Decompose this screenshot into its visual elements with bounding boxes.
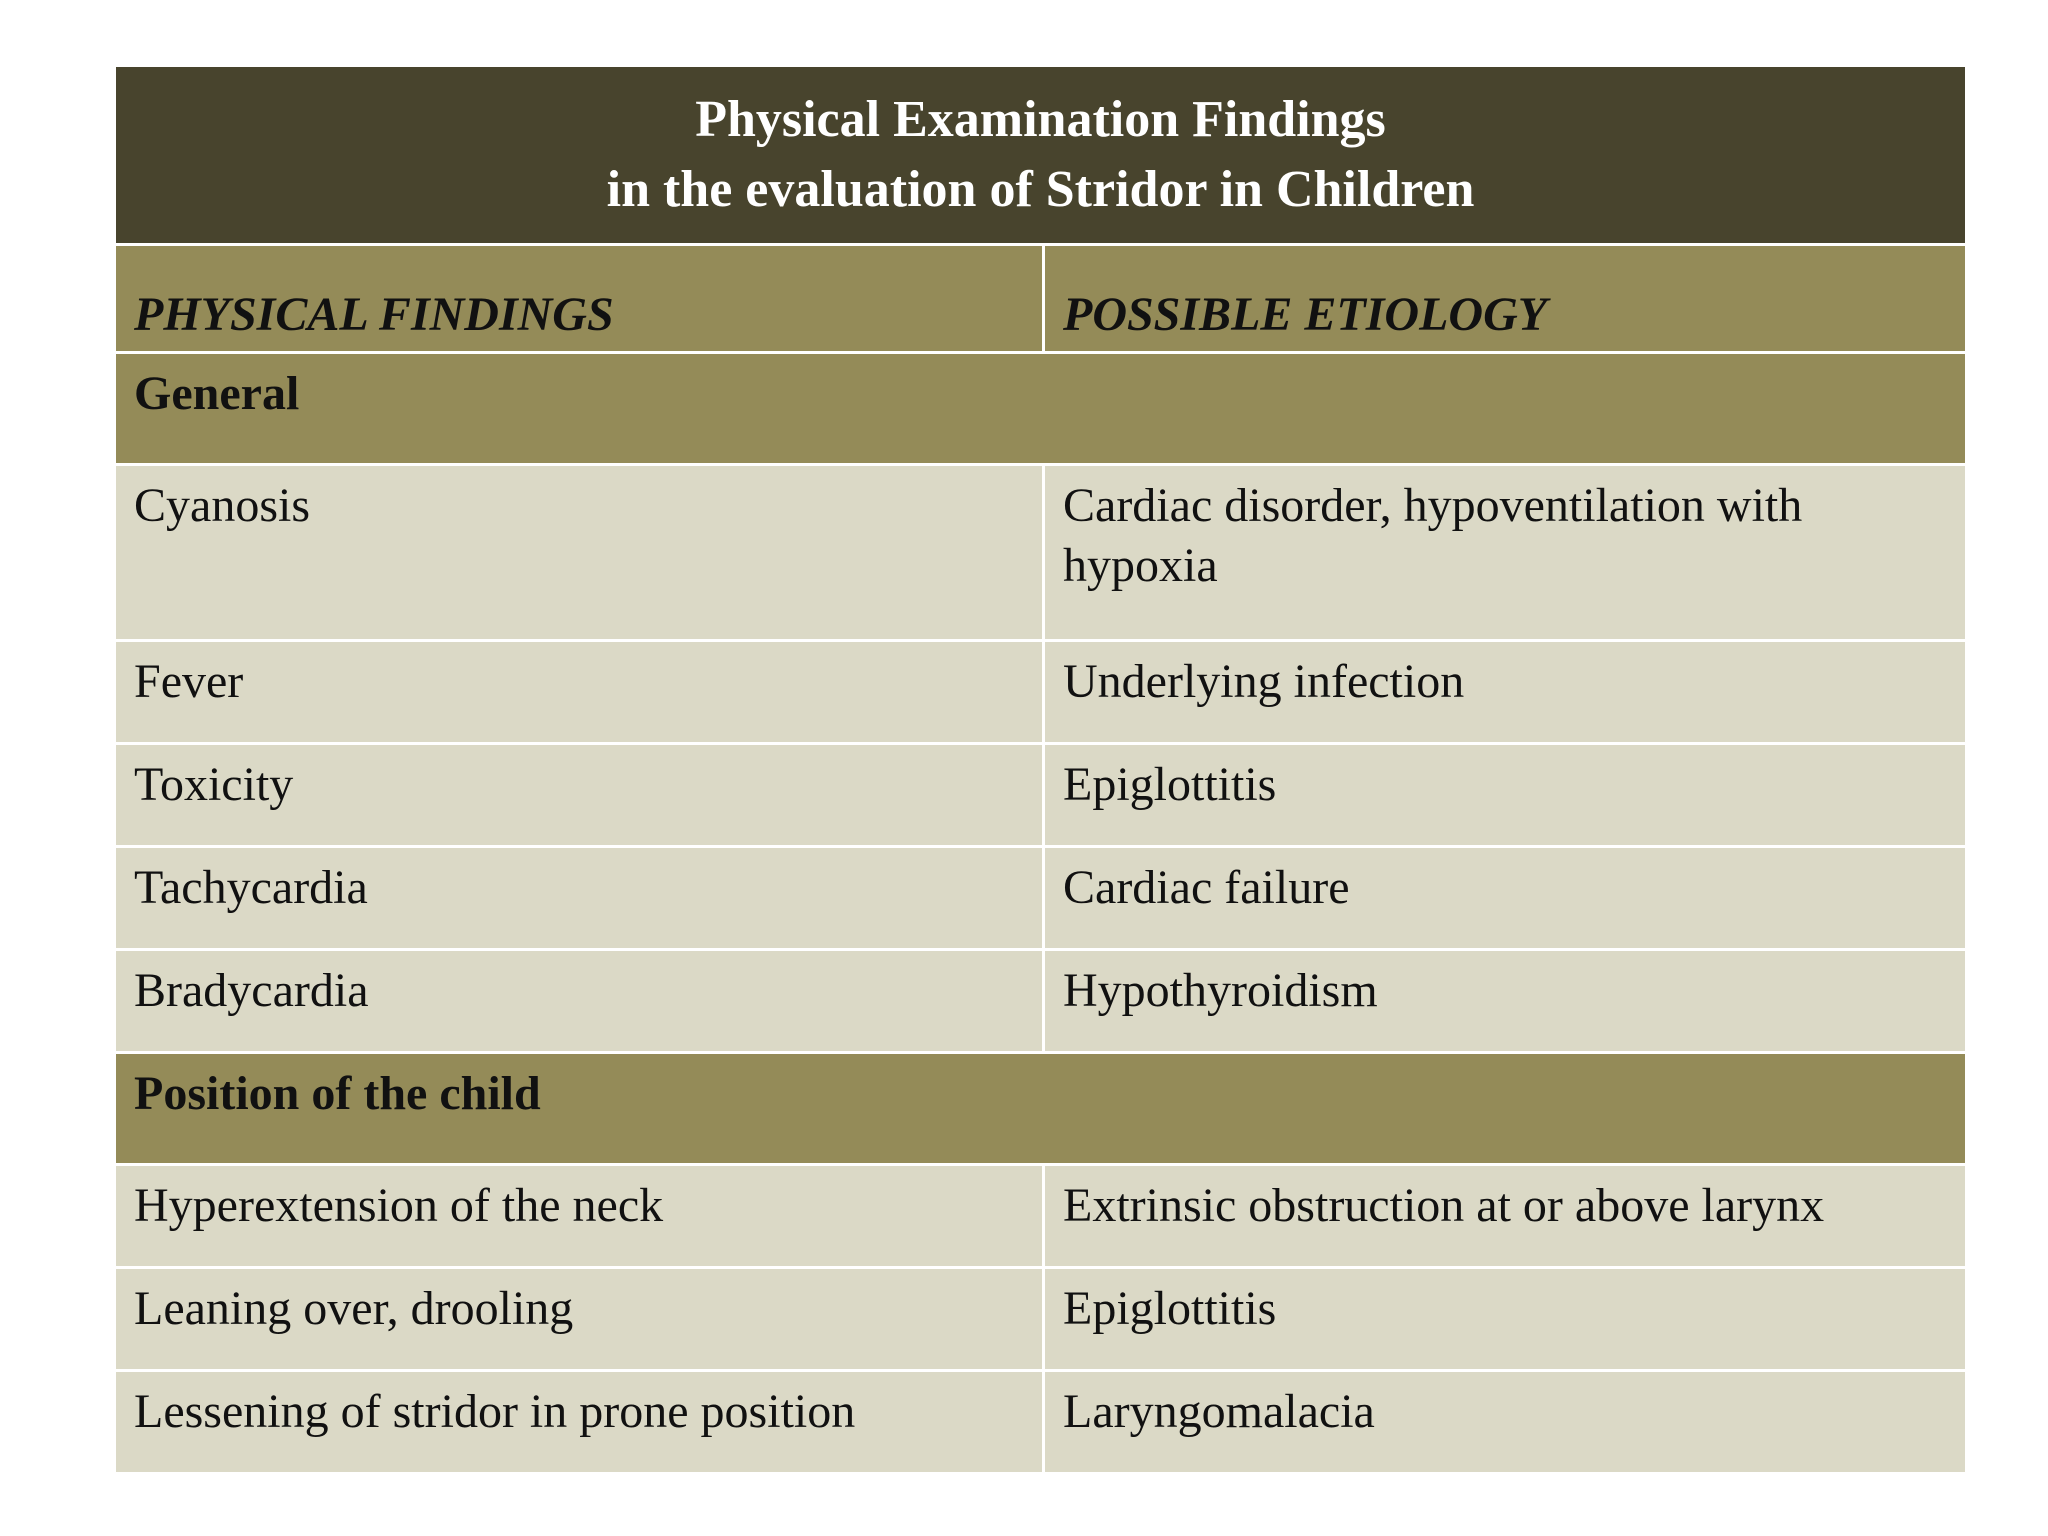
title-line-1: Physical Examination Findings (695, 91, 1386, 148)
table-row (115, 641, 1967, 744)
finding-cell: Fever (115, 641, 1044, 744)
section-label: General (115, 353, 1967, 465)
finding-cell: Cyanosis (115, 465, 1044, 641)
section-label: Position of the child (115, 1053, 1967, 1165)
column-header-findings: PHYSICAL FINDINGS (115, 245, 1044, 353)
finding-cell: Hyperextension of the neck (115, 1165, 1044, 1268)
etiology-cell: Extrinsic obstruction at or above larynx (1044, 1165, 1967, 1268)
finding-cell: Tachycardia (115, 847, 1044, 950)
etiology-cell: Epiglottitis (1044, 1268, 1967, 1371)
finding-cell: Toxicity (115, 744, 1044, 847)
etiology-cell: Hypothyroidism (1044, 950, 1967, 1053)
etiology-cell: Cardiac failure (1044, 847, 1967, 950)
finding-cell: Leaning over, drooling (115, 1268, 1044, 1371)
table-title (115, 66, 1967, 245)
table-row (115, 950, 1967, 1053)
table-row (115, 847, 1967, 950)
table-row (115, 1268, 1967, 1371)
section-row-general (115, 353, 1967, 465)
etiology-cell: Epiglottitis (1044, 744, 1967, 847)
table-row (115, 1371, 1967, 1474)
finding-cell: Lessening of stridor in prone position (115, 1371, 1044, 1474)
finding-cell: Bradycardia (115, 950, 1044, 1053)
etiology-cell: Underlying infection (1044, 641, 1967, 744)
column-header-etiology: POSSIBLE ETIOLOGY (1044, 245, 1967, 353)
table-row (115, 1165, 1967, 1268)
title-line-2: in the evaluation of Stridor in Children (606, 161, 1475, 218)
column-header-row (115, 245, 1967, 353)
stridor-findings-table (113, 64, 1968, 1475)
etiology-cell: Laryngomalacia (1044, 1371, 1967, 1474)
etiology-cell: Cardiac disorder, hypoventilation with hypoxia (1044, 465, 1967, 641)
table-row (115, 465, 1967, 641)
title-row (115, 66, 1967, 245)
section-row-position (115, 1053, 1967, 1165)
table-row (115, 744, 1967, 847)
